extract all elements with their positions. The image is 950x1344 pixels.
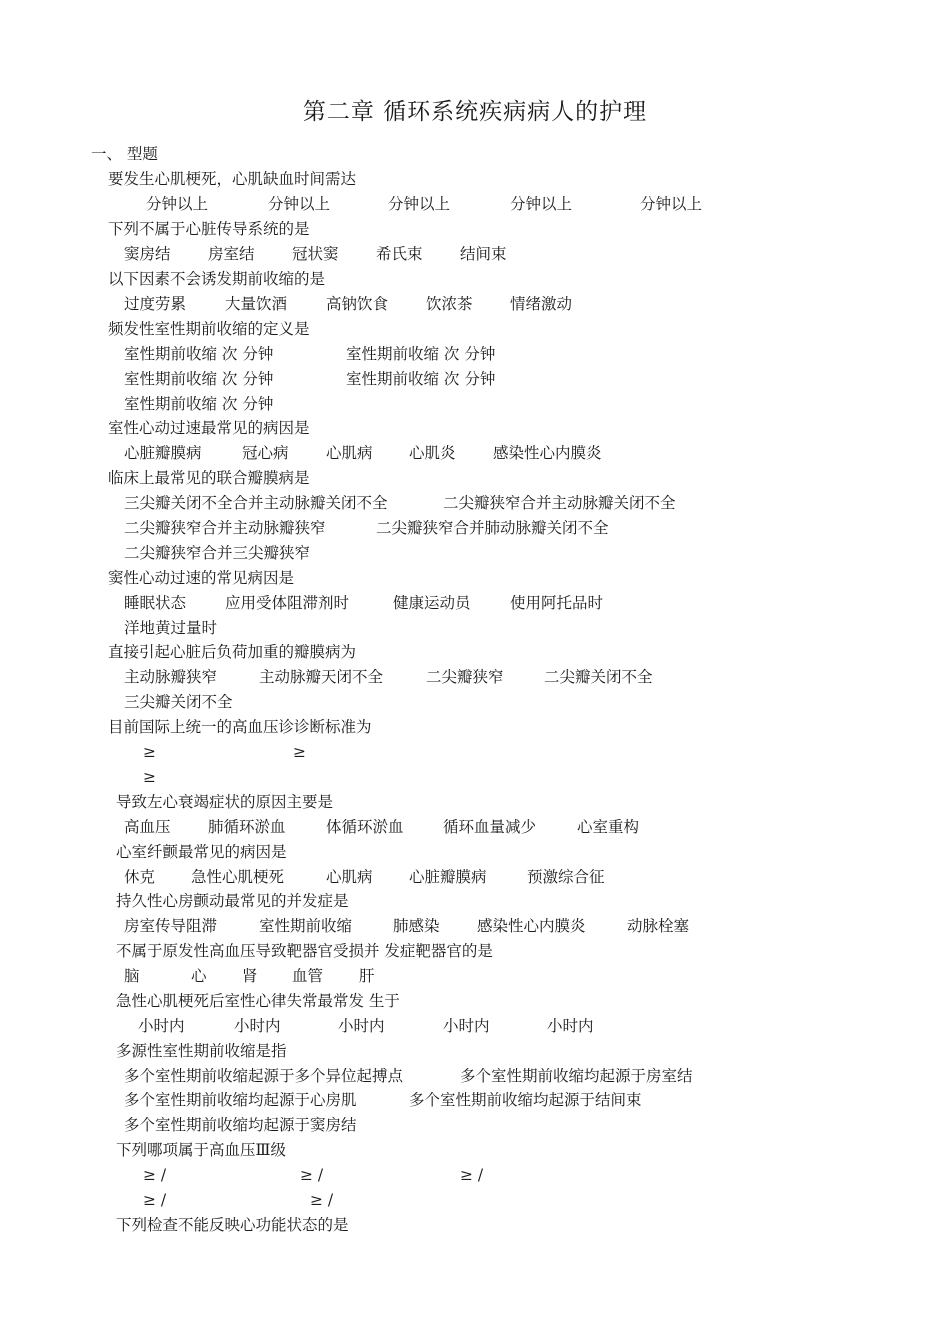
question-option: 心室重构 [577, 818, 640, 836]
question-option: 感染性心内膜炎 [493, 444, 602, 462]
question-option: 二尖瓣狭窄合并主动脉瓣狭窄 [124, 519, 326, 537]
question-option: 冠心病 [242, 444, 289, 462]
question-option: 高钠饮食 [326, 295, 389, 313]
question-option: 休克 [124, 868, 156, 886]
question-option: 分钟以上 [640, 195, 703, 213]
question-option: 冠状窦 [292, 245, 339, 263]
question-option: 情绪激动 [510, 295, 573, 313]
question-option: 主动脉瓣天闭不全 [259, 668, 384, 686]
question-option: 主动脉瓣狭窄 [124, 668, 218, 686]
question-option: 多个室性期前收缩起源于多个异位起搏点 [124, 1067, 404, 1085]
question-option: 窦房结 [124, 245, 171, 263]
question-option: 心肌病 [326, 444, 373, 462]
question-option: 二尖瓣关闭不全 [544, 668, 653, 686]
question-option: 二尖瓣狭窄合并肺动脉瓣关闭不全 [376, 519, 609, 537]
question-stem: 要发生心肌梗死，心肌缺血时间需达 [108, 170, 357, 188]
question-option: 房室结 [208, 245, 255, 263]
question-option: 小时内 [547, 1017, 594, 1035]
question-option: ≥ / [143, 1191, 167, 1209]
question-option: 室性期前收缩 [259, 917, 353, 935]
question-option: 小时内 [138, 1017, 185, 1035]
question-option: 肾 [242, 967, 258, 985]
question-stem: 室性心动过速最常见的病因是 [108, 419, 310, 437]
question-option: 多个室性期前收缩均起源于结间束 [409, 1091, 642, 1109]
question-stem: 临床上最常见的联合瓣膜病是 [108, 469, 310, 487]
question-option: 应用受体阻滞剂时 [225, 594, 350, 612]
question-option: 体循环淤血 [326, 818, 404, 836]
question-option: ≥ / [300, 1166, 324, 1184]
question-option: 心脏瓣膜病 [409, 868, 487, 886]
question-option: 过度劳累 [124, 295, 187, 313]
question-stem: 下列不属于心脏传导系统的是 [108, 220, 310, 238]
question-option: 肝 [359, 967, 375, 985]
question-option: 健康运动员 [393, 594, 471, 612]
question-option: 室性期前收缩 次 分钟 [346, 345, 496, 363]
question-option: 二尖瓣狭窄 [426, 668, 504, 686]
question-stem: 不属于原发性高血压导致靶器官受损并 发症靶器官的是 [116, 942, 493, 960]
question-option: 肺循环淤血 [208, 818, 286, 836]
question-option: 饮浓茶 [426, 295, 473, 313]
question-option: 室性期前收缩 次 分钟 [124, 345, 274, 363]
question-option: 二尖瓣狭窄合并三尖瓣狭窄 [124, 544, 311, 562]
question-option: ≥ [143, 743, 156, 761]
question-stem: 目前国际上统一的高血压诊诊断标准为 [108, 718, 372, 736]
question-option: 三尖瓣关闭不全 [124, 693, 233, 711]
question-option: 心肌病 [326, 868, 373, 886]
question-option: ≥ / [143, 1166, 167, 1184]
question-stem: 多源性室性期前收缩是指 [116, 1042, 287, 1060]
question-option: 室性期前收缩 次 分钟 [124, 370, 274, 388]
question-stem: 导致左心衰竭症状的原因主要是 [116, 793, 334, 811]
question-option: ≥ / [460, 1166, 484, 1184]
question-option: 使用阿托品时 [510, 594, 604, 612]
question-stem: 频发性室性期前收缩的定义是 [108, 320, 310, 338]
question-option: 二尖瓣狭窄合并主动脉瓣关闭不全 [443, 494, 676, 512]
question-stem: 急性心肌梗死后室性心律失常最常发 生于 [116, 992, 400, 1010]
question-stem: 窦性心动过速的常见病因是 [108, 569, 295, 587]
question-option: 动脉栓塞 [627, 917, 690, 935]
question-stem: 持久性心房颤动最常见的并发症是 [116, 892, 349, 910]
question-option: 室性期前收缩 次 分钟 [124, 395, 274, 413]
question-stem: 以下因素不会诱发期前收缩的是 [108, 270, 326, 288]
question-option: 小时内 [234, 1017, 281, 1035]
question-option: 预激综合征 [527, 868, 605, 886]
question-option: 小时内 [443, 1017, 490, 1035]
question-option: 多个室性期前收缩均起源于房室结 [460, 1067, 693, 1085]
question-option: 心肌炎 [409, 444, 456, 462]
chapter-title: 第二章 循环系统疾病病人的护理 [302, 99, 648, 125]
question-stem: 心室纤颤最常见的病因是 [116, 843, 287, 861]
question-stem: 下列哪项属于高血压Ⅲ级 [116, 1141, 286, 1159]
question-stem: 直接引起心脏后负荷加重的瓣膜病为 [108, 643, 357, 661]
question-option: ≥ / [310, 1191, 334, 1209]
question-option: 三尖瓣关闭不全合并主动脉瓣关闭不全 [124, 494, 388, 512]
question-option: 心脏瓣膜病 [124, 444, 202, 462]
question-option: 分钟以上 [510, 195, 573, 213]
question-option: ≥ [143, 768, 156, 786]
question-option: 感染性心内膜炎 [477, 917, 586, 935]
question-option: 洋地黄过量时 [124, 619, 218, 637]
question-option: 房室传导阻滞 [124, 917, 218, 935]
section-heading: 一、 型题 [91, 145, 158, 163]
question-option: 室性期前收缩 次 分钟 [346, 370, 496, 388]
question-stem: 下列检查不能反映心功能状态的是 [116, 1216, 349, 1234]
question-option: 结间束 [460, 245, 507, 263]
question-option: 睡眠状态 [124, 594, 187, 612]
question-option: 分钟以上 [146, 195, 209, 213]
question-option: 肺感染 [393, 917, 440, 935]
question-option: 血管 [292, 967, 324, 985]
question-option: 循环血量减少 [443, 818, 537, 836]
question-option: 心 [191, 967, 207, 985]
question-option: 大量饮酒 [225, 295, 288, 313]
question-option: 脑 [124, 967, 140, 985]
question-option: 小时内 [338, 1017, 385, 1035]
question-option: 多个室性期前收缩均起源于心房肌 [124, 1091, 357, 1109]
question-option: 急性心肌梗死 [191, 868, 285, 886]
question-option: 分钟以上 [388, 195, 451, 213]
question-option: 高血压 [124, 818, 171, 836]
question-option: 多个室性期前收缩均起源于窦房结 [124, 1116, 357, 1134]
question-option: 希氏束 [376, 245, 423, 263]
question-option: ≥ [293, 743, 306, 761]
question-option: 分钟以上 [268, 195, 331, 213]
